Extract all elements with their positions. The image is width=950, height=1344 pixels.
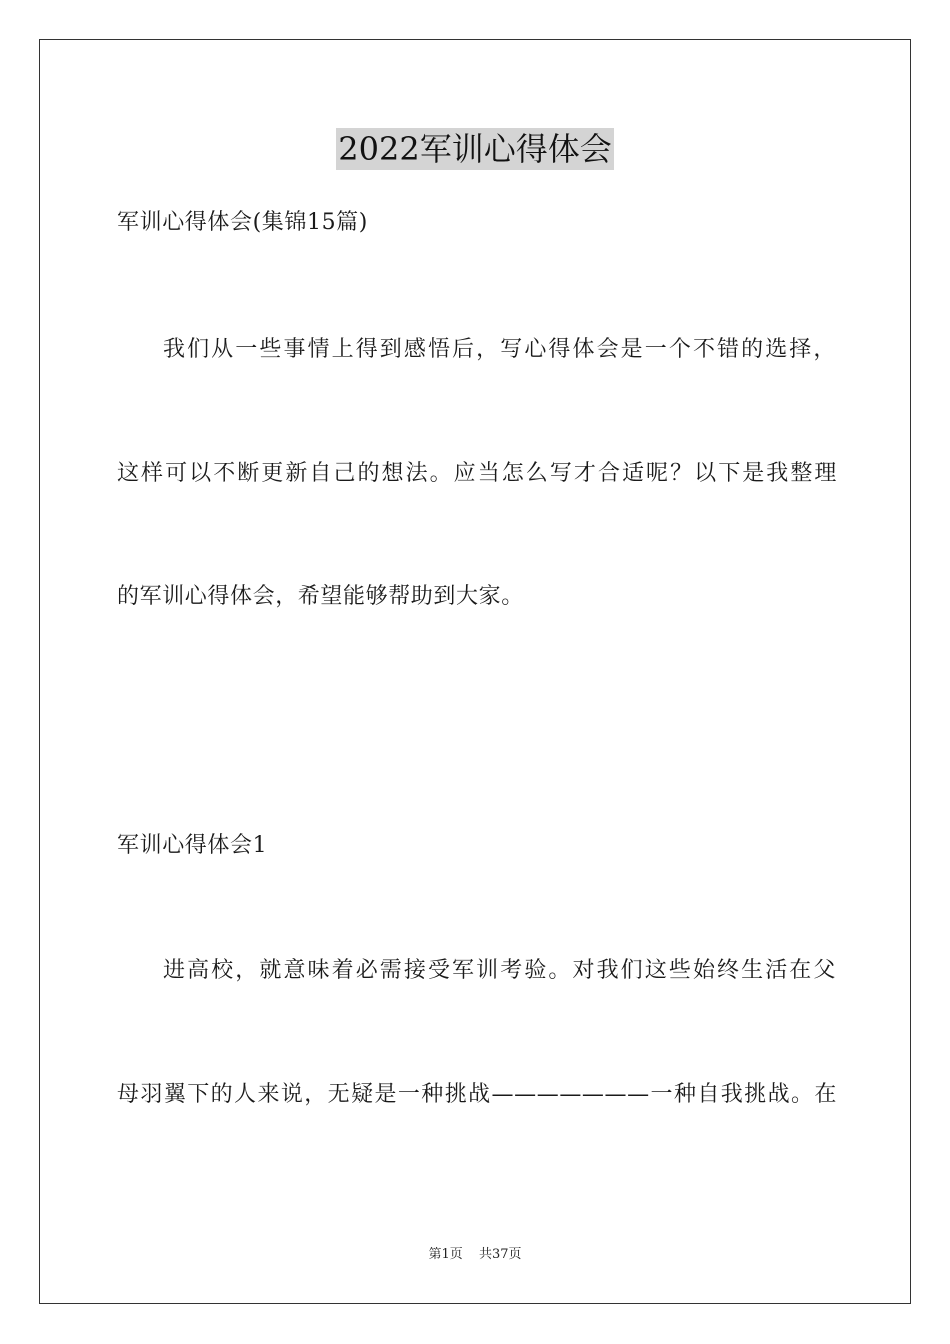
intro-paragraph-line-1: 我们从一些事情上得到感悟后，写心得体会是一个不错的选择， <box>163 337 836 362</box>
section-paragraph-line-2: 母羽翼下的人来说，无疑是一种挑战———————一种自我挑战。在 <box>117 1082 837 1107</box>
title-container <box>0 128 950 170</box>
page-footer <box>0 1246 950 1264</box>
page-number: 第1页 <box>428 1247 463 1262</box>
total-pages: 共37页 <box>478 1247 522 1262</box>
intro-paragraph-line-2: 这样可以不断更新自己的想法。应当怎么写才合适呢？以下是我整理 <box>117 461 837 486</box>
document-title: 2022军训心得体会 <box>338 130 612 168</box>
intro-paragraph-line-3: 的军训心得体会，希望能够帮助到大家。 <box>117 584 524 609</box>
section-heading: 军训心得体会1 <box>117 833 268 858</box>
document-subtitle: 军训心得体会(集锦15篇) <box>117 210 368 235</box>
section-paragraph-line-1: 进高校，就意味着必需接受军训考验。对我们这些始终生活在父 <box>163 958 836 983</box>
